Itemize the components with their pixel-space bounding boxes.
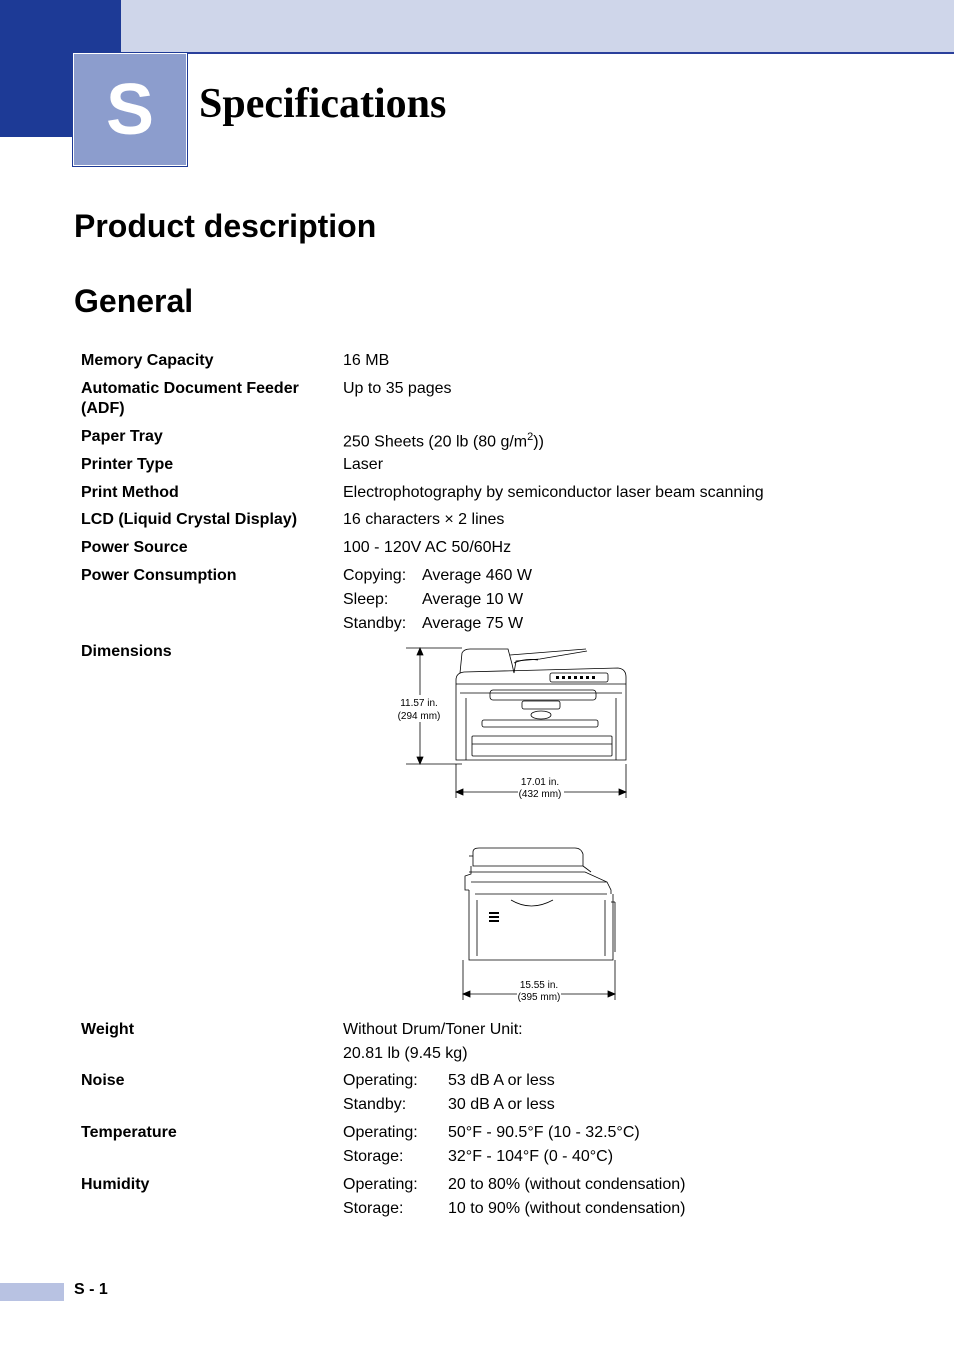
humidity-mode-storage: Storage: (343, 1200, 404, 1217)
humidity-value-operating: 20 to 80% (without condensation) (448, 1176, 686, 1193)
spec-value-memory: 16 MB (343, 352, 390, 369)
power-mode-copying: Copying: (343, 567, 407, 584)
spec-label-power-consumption: Power Consumption (81, 567, 237, 584)
page-number: S - 1 (74, 1281, 108, 1298)
power-value-standby: Average 75 W (422, 615, 524, 632)
spec-label-noise: Noise (81, 1072, 125, 1089)
temperature-mode-storage: Storage: (343, 1148, 404, 1165)
height-inches: 11.57 in. (400, 698, 438, 709)
spec-label-power-source: Power Source (81, 539, 188, 556)
printer-front-view-diagram (390, 640, 640, 805)
spec-label-humidity: Humidity (81, 1176, 150, 1193)
spec-label-paper-tray: Paper Tray (81, 428, 163, 445)
chapter-title: Specifications (199, 81, 447, 127)
noise-mode-standby: Standby: (343, 1096, 407, 1113)
temperature-value-operating: 50°F - 90.5°F (10 - 32.5°C) (448, 1124, 640, 1141)
spec-label-adf-line2: (ADF) (81, 400, 125, 417)
printer-side-view-diagram (455, 842, 625, 1007)
width-inches: 17.01 in. (520, 777, 560, 788)
spec-label-temperature: Temperature (81, 1124, 177, 1141)
spec-value-lcd: 16 characters × 2 lines (343, 511, 505, 528)
power-mode-sleep: Sleep: (343, 591, 389, 608)
chapter-letter-badge: S (73, 53, 187, 166)
power-value-copying: Average 460 W (422, 567, 532, 584)
humidity-value-storage: 10 to 90% (without condensation) (448, 1200, 686, 1217)
footer-bar (0, 1283, 64, 1301)
depth-mm: (395 mm) (517, 992, 561, 1003)
depth-inches: 15.55 in. (519, 980, 559, 991)
spec-label-adf: Automatic Document Feeder (81, 380, 299, 397)
spec-value-print-method: Electrophotography by semiconductor laser beam scanning (343, 484, 764, 501)
spec-value-weight-line1: Without Drum/Toner Unit: (343, 1021, 523, 1038)
header-rule (121, 52, 954, 54)
section-heading-general: General (74, 283, 194, 319)
spec-label-print-method: Print Method (81, 484, 179, 501)
paper-tray-text: 250 Sheets (20 lb (80 g/m (343, 433, 528, 451)
power-value-sleep: Average 10 W (422, 591, 524, 608)
paper-tray-text-end: )) (533, 433, 544, 451)
spec-value-adf: Up to 35 pages (343, 380, 452, 397)
humidity-mode-operating: Operating: (343, 1176, 418, 1193)
spec-value-printer-type: Laser (343, 456, 384, 473)
spec-label-printer-type: Printer Type (81, 456, 174, 473)
temperature-value-storage: 32°F - 104°F (0 - 40°C) (448, 1148, 614, 1165)
header-band (121, 0, 954, 52)
noise-value-operating: 53 dB A or less (448, 1072, 555, 1089)
power-mode-standby: Standby: (343, 615, 407, 632)
height-mm: (294 mm) (397, 711, 441, 722)
spec-value-paper-tray (343, 427, 544, 452)
section-heading-product-description: Product description (74, 208, 377, 244)
spec-label-weight: Weight (81, 1021, 135, 1038)
spec-value-power-source: 100 - 120V AC 50/60Hz (343, 539, 512, 556)
noise-value-standby: 30 dB A or less (448, 1096, 555, 1113)
spec-label-lcd: LCD (Liquid Crystal Display) (81, 511, 298, 528)
spec-value-weight-line2: 20.81 lb (9.45 kg) (343, 1045, 468, 1062)
noise-mode-operating: Operating: (343, 1072, 418, 1089)
spec-label-memory: Memory Capacity (81, 352, 214, 369)
width-mm: (432 mm) (518, 789, 562, 800)
temperature-mode-operating: Operating: (343, 1124, 418, 1141)
spec-label-dimensions: Dimensions (81, 643, 172, 660)
paper-tray-superscript: 2 (527, 431, 534, 443)
